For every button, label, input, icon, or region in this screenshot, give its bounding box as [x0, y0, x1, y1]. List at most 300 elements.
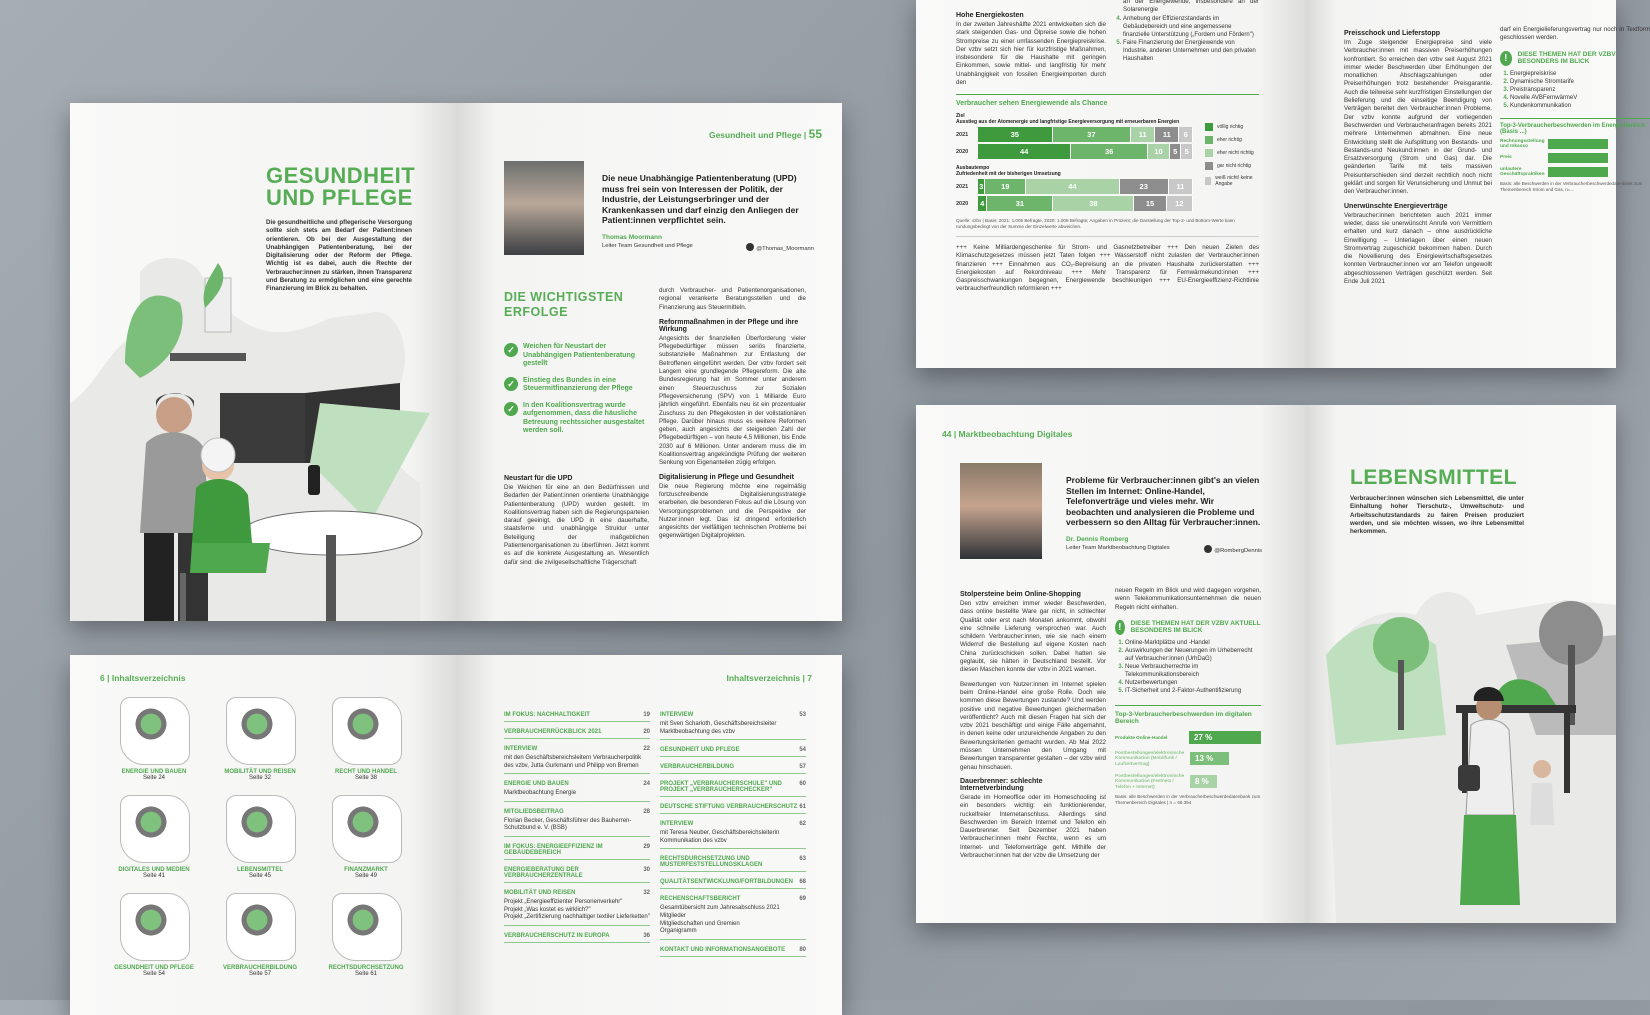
toc-tile-label: ENERGIE UND BAUEN: [121, 769, 187, 775]
bar-value-label: 11: [1138, 130, 1147, 139]
chart-sub2b: Zufriedenheit mit der bisherigen Umsetzung: [956, 171, 1061, 177]
twitter-handle[interactable]: [1204, 545, 1262, 554]
toc-tile-caption[interactable]: [99, 867, 209, 879]
toc-tile-illustration[interactable]: [332, 697, 402, 765]
toc-entry[interactable]: [660, 710, 806, 721]
toc-entry-page: 60: [799, 781, 806, 788]
bar-value-label: 37: [1087, 130, 1096, 139]
top3-label: Produkte Online-Handel: [1115, 734, 1168, 740]
author-name: Thomas Moormann: [602, 233, 662, 241]
toc-tile-page: Seite 41: [142, 873, 166, 879]
toc-tile-page: Seite 38: [354, 775, 378, 781]
toc-entry[interactable]: [504, 842, 650, 860]
toc-entry[interactable]: [504, 710, 650, 722]
toc-tile-caption[interactable]: [311, 965, 421, 977]
toc-entry[interactable]: [504, 744, 650, 755]
twitter-icon: [1204, 545, 1212, 553]
top3-label: Postbestellungen/elektronische Kommunikation (Mobilfunk / Laufzeitvertrag): [1115, 749, 1185, 767]
legend-label: gar nicht richtig: [1216, 163, 1251, 169]
column-info: [1115, 587, 1261, 806]
edge-category-row: [1500, 167, 1650, 177]
top3-value: 13 %: [1195, 753, 1214, 763]
toc-tile-page: Seite 61: [354, 971, 378, 977]
page-energy-left: [916, 0, 1306, 368]
list-item: 2. Auswirkungen der Neuerungen im Urheberrecht auf Verbraucher:innen (UrhDaG): [1125, 647, 1261, 663]
toc-entry-label: IM FOKUS: ENERGIEEFFIZIENZ IM GEBÄUDEBEREICH: [504, 843, 603, 856]
legend-label: eher richtig: [1216, 137, 1242, 143]
toc-entry[interactable]: [660, 854, 806, 872]
toc-entry-label: ENERGIE UND BAUEN: [504, 781, 569, 788]
twitter-label: @RombergDennis: [1214, 547, 1262, 554]
toc-entry-label: MOBILITÄT UND REISEN: [504, 889, 576, 896]
toc-tile-caption[interactable]: [311, 867, 421, 879]
running-head: 44 | Marktbeobachtung Digitales: [942, 429, 1073, 439]
toc-entry-label: IM FOKUS: NACHHALTIGKEIT: [504, 712, 590, 718]
toc-tile-page: Seite 49: [354, 873, 378, 879]
author-photo: [960, 463, 1042, 559]
care-illustration: [70, 103, 456, 621]
quote-text: Probleme für Verbraucher:innen gibt's an vielen Stellen im Internet: Online-Handel, Telefonverträge und vieles mehr. Wir beobachten und analysieren die Probleme und verbessern so den Alltag für Verbraucher:innen.: [1066, 475, 1261, 527]
toc-entry-label: GESUNDHEIT UND PFLEGE: [660, 747, 740, 754]
toc-tile-illustration[interactable]: [226, 697, 296, 765]
page-energy-right: [1306, 0, 1650, 368]
edge-category-label: Preis: [1500, 155, 1512, 161]
edge-category-bar: [1548, 167, 1608, 177]
bar-segment: [1169, 179, 1193, 194]
toc-entry[interactable]: [660, 802, 806, 814]
toc-tile-illustration[interactable]: [226, 795, 296, 863]
page-toc-left: [70, 655, 456, 1015]
bar-segment: [985, 179, 1026, 194]
edge-category-row: [1500, 139, 1650, 149]
legend-label: weiß nicht/ keine Angabe: [1215, 175, 1253, 187]
bar-segment: [978, 196, 987, 211]
info-icon: !: [1500, 51, 1512, 66]
list-item: 3. Neue Verbraucherrechte im Telekommunikationsbereich: [1125, 663, 1261, 679]
top3-value: 27 %: [1193, 732, 1213, 742]
success-item: [504, 402, 649, 436]
bar-segment: [1170, 144, 1182, 159]
legend-swatch: [1205, 149, 1213, 157]
bar-value-label: 38: [1089, 199, 1098, 208]
toc-tile-label: FINANZMARKT: [344, 867, 388, 873]
bar-row-year: 2021: [956, 131, 969, 138]
toc-tile-label: RECHT UND HANDEL: [335, 769, 397, 775]
heading-reform: Reformmaßnahmen in der Pflege und ihre Wirkung: [659, 318, 799, 333]
running-head-right: Inhaltsverzeichnis | 7: [726, 673, 812, 683]
bar-segment: [1131, 127, 1155, 142]
bar-segment: [978, 127, 1053, 142]
success-label: Weichen für Neustart der Unabhängigen Patientenberatung gestellt: [523, 343, 636, 367]
edge-topic-list: [1500, 70, 1650, 110]
bar-segment: [1179, 127, 1193, 142]
top3-bars: [1115, 731, 1261, 790]
bar-value-label: 11: [1162, 130, 1171, 139]
toc-entry-page: 62: [799, 821, 806, 828]
legend-label: völlig richtig: [1216, 124, 1244, 130]
toc-entry-page: 54: [799, 747, 806, 754]
top3-row: [1115, 731, 1261, 744]
text-price: Im Zuge steigender Energiepreise sind viele Verbraucher:innen mit massiven Preiserhöhungen konfrontiert. So erreichen den vzbv seit August 2021 immer wieder Beschwerden über Erhöhungen der monatlichen Abschlagszahlungen oder Preiserhöhungen trotz bestehender Preisgarantie. Auch die teilweise sehr kurzfristigen Einstellungen der Belieferung und die einseitige Beendigung von Verträgen bereitet den Verbraucher:innen Probleme. Der vzbv konnte aufgrund der vorliegenden Beschwerden und Verbraucheranfragen bereits 2021 mehrere Unternehmen abmahnen. Eine neue Entwicklung stellt die Aufsplittung von Bestands- und Bestands-und Neukund:innen in der Grund- und Ersatzversorgung (Strom und Gas) dar. Die geänderten Tarife mit teils massiven Preisunterschieden sind derzeit rechtlich noch nicht geklärt und sorgen für Verunsicherung und Unmut bei den Verbraucher:innen.: [1344, 39, 1492, 196]
legend-label: eher nicht richtig: [1216, 150, 1254, 156]
info-heading: [1115, 620, 1261, 635]
toc-entry-label: RECHENSCHAFTSBERICHT: [660, 896, 741, 903]
author-photo: [504, 161, 584, 255]
top3-row: [1115, 773, 1261, 790]
toc-entry-label: VERBRAUCHERBILDUNG: [660, 764, 735, 771]
text-rules: neuen Regeln im Blick und wird dagegen vorgehen, wenn Telekommunikationsunternehmen die neuen Regeln nicht einhalten.: [1115, 587, 1261, 611]
top3-bar: [1190, 775, 1217, 788]
intro-text: Verbraucher:innen wünschen sich Lebensmittel, die unter Einhaltung hoher Tierschutz-, Umweltschutz- und Arbeitsschutzstandards zu fairen Preisen produziert werden, und sie möchten wissen, wo ihre Lebensmittel herkommen.: [1350, 495, 1524, 536]
spread-digital: [916, 405, 1616, 923]
bar-value-label: 5: [1184, 147, 1189, 156]
spread-energy: [916, 0, 1650, 368]
toc-tile-illustration[interactable]: [120, 697, 190, 765]
successes-list: [504, 335, 649, 444]
toc-tile-illustration[interactable]: [332, 893, 402, 961]
chart-sub1b: Ausstieg aus der Atomenergie und langfristige Energieversorgung mit erneuerbaren Energien: [956, 119, 1180, 125]
bar-segment: [1053, 196, 1134, 211]
page-title: LEBENSMITTEL: [1350, 466, 1517, 489]
bar-value-label: 10: [1154, 147, 1163, 156]
toc-entry-page: 63: [799, 856, 806, 863]
toc-entry[interactable]: [504, 931, 650, 943]
author-role: Leiter Team Gesundheit und Pflege: [602, 242, 693, 249]
chart-title: Verbraucher sehen Energiewende als Chance: [956, 100, 1108, 107]
edge-text: darf ein Energielieferungsvertrag nur noch in Textform geschlossen werden.: [1500, 26, 1650, 42]
toc-tile-caption[interactable]: [205, 867, 315, 879]
chart-sub1: Ziel: [956, 113, 965, 119]
success-item: [504, 377, 649, 394]
bar-value-label: 6: [1183, 130, 1188, 139]
toc-entry-label: INTERVIEW: [504, 746, 538, 752]
list-item: 5. IT-Sicherheit und 2-Faktor-Authentifizierung: [1125, 687, 1261, 695]
edge-category-bar: [1548, 139, 1608, 149]
page-number: 55: [808, 127, 822, 141]
page-title: GESUNDHEIT UND PFLEGE: [266, 163, 416, 210]
top3-basis: Basis: alle Beschwerden in der Verbraucherbeschwerdedatenbank zum Themenbereich Digitales | n = 66.354: [1115, 794, 1261, 806]
running-head-left: 6 | Inhaltsverzeichnis: [100, 673, 186, 683]
toc-tile-page: Seite 54: [142, 971, 166, 977]
toc-tile-caption[interactable]: [205, 769, 315, 781]
info-label: DIESE THEMEN HAT DER VZBV AKTUELL BESONDERS IM BLICK: [1130, 620, 1261, 635]
page-digital-left: [916, 405, 1306, 923]
toc-tile-illustration[interactable]: [120, 795, 190, 863]
twitter-handle[interactable]: [746, 243, 814, 252]
toc-entry-label: QUALITÄTSENTWICKLUNG/FORTBILDUNGEN: [660, 879, 793, 886]
toc-entry[interactable]: [504, 779, 650, 790]
bar-value-label: 23: [1139, 182, 1148, 191]
toc-entry[interactable]: [504, 865, 650, 883]
bar-value-label: 44: [1020, 147, 1029, 156]
bar-segment: [1071, 144, 1148, 159]
toc-entry[interactable]: [504, 807, 650, 818]
toc-tile-illustration[interactable]: [120, 893, 190, 961]
column-reform: [659, 287, 806, 541]
toc-entry-label: PROJEKT „VERBRAUCHERSCHULE" UND PROJEKT „VERBRAUCHERCHECKER": [660, 781, 782, 794]
list-item: 2. Dynamische Stromtarife: [1510, 78, 1650, 86]
intro-text: Die gesundheitliche und pflegerische Versorgung sollte sich stets am Bedarf der Patient:innen orientieren. Ob bei der Ausgestaltung der Unabhängigen Patientenberatung, bei der Digitalisierung oder der Reform der Pflege. Wichtig ist es dabei, auch die Rechte der Verbraucher:innen zu stärken, ihnen Transparenz und Beratung zu ermöglichen und eine gerechte Finanzierung im Blick zu behalten.: [266, 219, 412, 293]
text-shopping: Den vzbv erreichen immer wieder Beschwerden, dass online bestellte Ware gar nicht, in schlechter Qualität oder erst nach Monaten ankommt, obwohl eine schnelle Lieferung versprochen war. Auch schildern Verbraucher:innen, wie sie nach einem Widerruf die Bestellung auf eigene Kosten nach China zurückschicken sollen. Dabei hatten sie geglaubt, sie hätten in Deutschland bestellt. Vor diesen Maschen konnte der vzbv in 2021 warnen.: [960, 600, 1106, 674]
bar-group-goal: [956, 127, 1193, 159]
bar-value-label: 3: [979, 182, 984, 191]
toc-entry-sub: Projekt „Energieeffizienter Personenverkehr" Projekt „Was kostet es wirklich?" Projekt „Zertifizierung nachhaltiger textiler Lieferketten": [504, 899, 650, 926]
toc-entry-sub: Marktbeobachtung Energie: [504, 790, 650, 802]
top3-row: [1115, 750, 1261, 767]
toc-entry-page: 69: [799, 896, 806, 903]
column-price: [1344, 26, 1492, 286]
heading-shopping: Stolpersteine beim Online-Shopping: [960, 591, 1081, 598]
text-internet: Gerade im Homeoffice oder im Homeschooling ist ein besonders wichtig: ein funktionierender, ruckelfreier Internetanschluss. Allerdings sind Beschwerden im Bereich Internet und Telefon ein Dauerbrenner. Seit Dezember 2021 haben Verbraucher:innen mehr Rechte, wenn es um Internet- und Telefonverträge geht. Mithilfe der Verbraucher:innen hat der vzbv die Umsetzung der: [960, 793, 1106, 860]
toc-entry-label: KONTAKT UND INFORMATIONSANGEBOTE: [660, 946, 786, 953]
toc-entry-page: 32: [643, 889, 650, 896]
success-label: Einstieg des Bundes in eine Steuermitfinanzierung der Pflege: [523, 376, 633, 392]
author-name: Dr. Dennis Romberg: [1066, 535, 1129, 543]
toc-tile-page: Seite 45: [248, 873, 272, 879]
chart: [956, 94, 1259, 294]
bar-row: [956, 144, 1193, 159]
toc-entry[interactable]: [660, 894, 806, 905]
edge-info-heading: [1500, 51, 1650, 66]
edge-info-label: DIESE THEMEN HAT DER VZBV BESONDERS IM BLICK: [1517, 51, 1616, 66]
list-item: 1. Online-Marktplätze und -Handel: [1125, 639, 1261, 647]
toc-entry-label: VERBRAUCHERRÜCKBLICK 2021: [504, 729, 602, 735]
bar-value-label: 31: [1015, 199, 1025, 208]
legend-item: [1205, 136, 1259, 144]
legend-swatch: [1205, 162, 1213, 170]
bar-segment: [978, 144, 1071, 159]
toc-entry-label: MITGLIEDSBEITRAG: [504, 808, 564, 815]
twitter-label: @Thomas_Moormann: [756, 245, 814, 252]
success-label: In den Koalitionsvertrag wurde aufgenommen, dass die häusliche Betreuung rechtssicher ausgestaltet werden soll.: [523, 401, 645, 434]
chart-source: Quelle: vzbv | Basis: 2021: 1.005 Befragte, 2020: 1.008 Befragte; Angaben in Prozent; die Darstellung der Top-2- und Bottom-Werte kann rundungsbedingt von der Summe der Einzelwerte abweichen.: [956, 218, 1259, 237]
check-icon: ✓: [504, 402, 518, 416]
toc-entry-sub: mit den Geschäftsbereichsleitern Verbraucherpolitik des vzbv, Jutta Gurkmann und Philipp von Bremen: [504, 755, 650, 774]
toc-tile-caption[interactable]: [99, 769, 209, 781]
column-shopping: [960, 587, 1106, 860]
column-costs: [956, 8, 1106, 87]
heading-price: Preisschock und Lieferstopp: [1344, 30, 1441, 37]
text-digital: Die neue Regierung möchte eine regelmäßig fortzuschreibende Digitalisierungsstrategie erarbeiten, die besonderen Fokus auf die Lösung von Versorgungsproblemen und die Perspektive der Nutzer:innen legt. Das ist dringend erforderlich angesichts der vielfältigen technischen Probleme bei gegenwärtigen Digitalprojekten.: [659, 482, 806, 540]
list-item: 3. Preistransparenz: [1510, 86, 1650, 94]
quote-block: [602, 173, 814, 252]
toc-entry-page: 53: [799, 712, 806, 718]
edge-category-row: [1500, 153, 1650, 163]
toc-spacer: [504, 943, 650, 948]
edge-top3-title: Top-3-Verbraucherbeschwerden im Energiebereich (Basis ...): [1500, 118, 1650, 135]
toc-entry-sub: Gesamtübersicht zum Jahresabschluss 2021 Mitglieder Mitgliedschaften und Gremien Organigramm: [660, 905, 806, 939]
toc-tile-page: Seite 57: [248, 971, 272, 977]
heading-unwanted: Unerwünschte Energieverträge: [1344, 202, 1448, 210]
list-top: an der Energiewende, insbesondere an der Solarenergie: [1123, 0, 1259, 14]
bar-segment: [1134, 196, 1167, 211]
bar-row-year: 2020: [956, 200, 969, 207]
info-icon: !: [1115, 620, 1125, 635]
chart-legend: [1205, 123, 1259, 213]
market-illustration: [1306, 405, 1616, 923]
toc-entry-label: INTERVIEW: [660, 821, 694, 828]
top3-bar: [1190, 752, 1229, 765]
toc-entry-page: 57: [799, 764, 806, 771]
bar-value-label: 15: [1145, 199, 1155, 208]
list-item: 1. Energiepreiskrise: [1510, 70, 1650, 78]
toc-entry-page: 30: [643, 866, 650, 873]
top3-value: 8 %: [1195, 776, 1209, 786]
bar-row: [956, 196, 1193, 211]
running-head-label: Gesundheit und Pflege |: [708, 130, 807, 140]
toc-entry-page: 20: [643, 729, 650, 735]
page-health-right: [456, 103, 842, 621]
heading-costs: Hohe Energiekosten: [956, 12, 1024, 19]
spread-health: [70, 103, 842, 621]
list-item: 4. Nutzerbewertungen: [1125, 679, 1261, 687]
bar-segment: [1155, 127, 1179, 142]
author-role: Leiter Team Marktbeobachtung Digitales: [1066, 544, 1170, 551]
toc-tile-caption[interactable]: [99, 965, 209, 977]
heading-digital: Digitalisierung in Pflege und Gesundheit: [659, 473, 794, 481]
legend-item: [1205, 162, 1259, 170]
toc-entry[interactable]: [504, 727, 650, 739]
toc-column-2: [660, 710, 806, 962]
bar-value-label: 11: [1176, 182, 1185, 191]
text-col2: durch Verbraucher- und Patientenorganisationen, regional verankerte Beratungsstellen und die Finanzierung aus Steuermitteln.: [659, 287, 806, 311]
toc-entry-page: 29: [643, 843, 650, 850]
edge-basis: Basis: alle Beschwerden in der Verbraucherbeschwerdedatenbank zum Themenbereich Strom und Gas, n=...: [1500, 180, 1643, 192]
list-item: 5. Faire Finanzierung der Energiewende von Industrie, anderen Unternehmen und den privaten Haushalten: [1123, 39, 1259, 63]
bar-value-label: 12: [1175, 199, 1184, 208]
toc-entry-label: VERBRAUCHERSCHUTZ IN EUROPA: [504, 932, 610, 939]
column-edge: [1500, 26, 1650, 193]
toc-entry-page: 28: [643, 808, 650, 815]
toc-tile-illustration[interactable]: [226, 893, 296, 961]
toc-entry-page: 19: [643, 712, 650, 718]
page-toc-right: [456, 655, 842, 1015]
toc-entry[interactable]: [660, 945, 806, 957]
toc-entry-page: 22: [643, 746, 650, 752]
toc-entry-sub: mit Sven Scharioth, Geschäftsbereichsleiter Marktbeobachtung des vzbv: [660, 721, 806, 740]
topic-list: [1115, 639, 1261, 695]
bar-value-label: 5: [1173, 147, 1178, 156]
demand-list: [1113, 15, 1259, 63]
page-food-right: [1306, 405, 1616, 923]
success-item: [504, 343, 649, 369]
toc-tile-label: GESUNDHEIT UND PFLEGE: [114, 965, 194, 971]
toc-tile-caption[interactable]: [311, 769, 421, 781]
bar-value-label: 4: [980, 199, 985, 208]
toc-entry[interactable]: [660, 745, 806, 757]
chart-sub2: Ausbautempo: [956, 165, 990, 171]
page-health-left: [70, 103, 456, 621]
text-costs: In der zweiten Jahreshälfte 2021 entwickelten sich die stark steigenden Gas- und Ölpreise sowie die hohen Strompreise zu einer umfassenden Energiepreiskrise. Der vzbv setzt sich hier für kurzfristige Maßnahmen, insbesondere für die Haushalte mit geringen Einkommen, sowie mittel- und langfristig für mehr Unabhängigkeit von fossilen Energieimporten durch den: [956, 21, 1106, 87]
toc-entry-label: ENERGIEBERATUNG DER VERBRAUCHERZENTRALE: [504, 866, 583, 879]
list-item: 4. Novelle AVBFernwärmeV: [1510, 94, 1650, 102]
toc-entry-sub: mit Teresa Neuber, Geschäftsbereichsleiterin Kommunikation des vzbv: [660, 830, 806, 849]
check-icon: ✓: [504, 343, 518, 357]
toc-column-1: [504, 710, 650, 948]
toc-tile-label: DIGITALES UND MEDIEN: [118, 867, 190, 873]
top3-label: Postbestellungen/elektronische Kommunikation (Festnetz / Telefon + Internet): [1115, 772, 1185, 789]
toc-tile-caption[interactable]: [205, 965, 315, 977]
legend-swatch: [1205, 177, 1211, 185]
toc-spacer: [660, 957, 806, 962]
legend-item: [1205, 175, 1259, 187]
toc-tile-label: RECHTSDURCHSETZUNG: [328, 965, 404, 971]
toc-entry-label: RECHTSDURCHSETZUNG UND MUSTERFESTSTELLUNGSKLAGEN: [660, 856, 763, 869]
toc-entry-page: 24: [643, 781, 650, 788]
toc-entry[interactable]: [504, 888, 650, 899]
bar-value-label: 19: [1001, 182, 1010, 191]
list-item: 5. Kundenkommunikation: [1510, 102, 1650, 110]
bar-value-label: 44: [1068, 182, 1077, 191]
heading-internet: Dauerbrenner: schlechte Internetverbindung: [960, 777, 1043, 792]
toc-entry-label: DEUTSCHE STIFTUNG VERBRAUCHERSCHUTZ: [660, 804, 798, 811]
legend-item: [1205, 149, 1259, 157]
bar-segment: [1120, 179, 1169, 194]
legend-swatch: [1205, 123, 1213, 131]
toc-entry[interactable]: [660, 779, 806, 797]
bar-segment: [1148, 144, 1170, 159]
toc-entry-page: 36: [643, 932, 650, 939]
legend-item: [1205, 123, 1259, 131]
bar-segment: [1181, 144, 1193, 159]
column-upd: [504, 471, 649, 567]
edge-category-label: Rechnungsstellung und Inkasso: [1500, 138, 1545, 149]
edge-category-label: unlautere Geschäftspraktiken: [1500, 166, 1545, 177]
legend-swatch: [1205, 136, 1213, 144]
running-head: [709, 127, 822, 141]
heading-upd: Neustart für die UPD: [504, 475, 573, 482]
top3-bar: [1189, 731, 1261, 744]
quote-block: [1066, 475, 1262, 554]
toc-entry[interactable]: [660, 819, 806, 830]
toc-entry-sub: Florian Becker, Geschäftsführer des Bauherren-Schutzbund e. V. (BSB): [504, 818, 650, 837]
bar-row: [956, 179, 1193, 194]
bar-row-year: 2021: [956, 183, 969, 190]
successes-title: DIE WICHTIGSTEN ERFOLGE: [504, 290, 624, 319]
bar-segment: [987, 196, 1053, 211]
quote-text: Die neue Unabhängige Patientenberatung (UPD) muss frei sein von Interessen der Politik, der Industrie, der Leistungserbringer und der Krankenkassen und darf einzig den Anliegen der Patient:innen verpflichtet sein.: [602, 173, 799, 225]
toc-tile-label: VERBRAUCHERBILDUNG: [222, 965, 297, 971]
bar-row-year: 2020: [956, 148, 969, 155]
toc-entry[interactable]: [660, 762, 806, 774]
toc-tile-illustration[interactable]: [332, 795, 402, 863]
edge-category-bar: [1548, 153, 1608, 163]
text-unwanted: Verbraucher:innen berichteten auch 2021 immer wieder, dass sie unerwünscht Anrufe von Vermittlern erhalten und kurz danach – ohne ausdrückliche Einwilligung – Unterlagen über einen neuen Stromvertrag zugeschickt bekommen haben. Durch die Novellierung des Energiewirtschaftsgesetzes konnten Verbraucher:innen vor am Telefon ungewollt abgeschlossenen Verträgen geschützt werden. Seit Ende Juli 2021: [1344, 211, 1492, 286]
edge-categories: [1500, 139, 1650, 177]
bar-segment: [1053, 127, 1132, 142]
bar-segment: [1167, 196, 1193, 211]
bar-value-label: 36: [1105, 147, 1114, 156]
news-ticker: +++ Keine Milliardengeschenke für Strom- und Gasnetzbetreiber +++ Den neuen Zielen des Klimaschutzgesetzes müssen jetzt Taten folgen +++ Wasserstoff nicht zulasten der Verbraucher:innen finanzieren +++ Einnahmen aus CO₂-Bepreisung an die privaten Haushalte zurückerstatten +++ Energiekosten auf Rekordniveau +++ Mehr Transparenz für Fernwärmekund:innen +++ Gaspreisschwankungen begegnen, Energiewende beschleunigen +++ EU-Energieeffizienz-Richtlinie verbraucherfreundlich reformieren +++: [956, 244, 1259, 293]
toc-entry-page: 61: [799, 804, 806, 811]
toc-entry[interactable]: [660, 877, 806, 889]
text-reviews: Bewertungen von Nutzer:innen im Internet spielen beim Online-Handel eine große Rolle. Doch wie kommen diese Bewertungen zustande? Und werden positive und negative Bewertungen gleichermaßen veröffentlicht? Auch mit diesen Fragen hat sich der vzbv 2021 beschäftigt und einige Fälle abgemahnt, in denen keine oder unzureichende Angaben zu den Bewertungskriterien gemacht wurden. Ab Mai 2022 müssen Unternehmen den Umgang mit Bewertungen transparenter gestalten – der vzbv wird genau hinschauen.: [960, 680, 1106, 771]
text-reform: Angesichts der finanziellen Überforderung vieler Pflegebedürftiger müssen seriös finanzierte, substanzielle Maßnahmen zur Entlastung der Betroffenen eingeführt werden. Der vzbv fordert seit Langem eine grundlegende Pflegereform. Die alte Bundesregierung hat im Sommer unter anderem einen Steuerzuschuss zur Sozialen Pflegeversicherung (SPV) von 1 Milliarde Euro jährlich eingeführt. Ebenfalls neu ist ein prozentualer Zuschuss zu den Pflegekosten in der vollstationären Pflege. Darüber hinaus muss es weitere Reformen geben, auch angesichts der steigenden Zahl der Pflegebedürftigen – von heute 4,5 Millionen, bis Ende 2030 auf 6 Millionen. Unter anderem muss die im Koalitionsvertrag angekündigte Prüfung der weiteren Senkung von Eigenanteilen zügig erfolgen.: [659, 334, 806, 467]
spread-toc: [70, 655, 842, 1015]
check-icon: ✓: [504, 377, 518, 391]
toc-tile-label: LEBENSMITTEL: [237, 867, 283, 873]
toc-tile-page: Seite 32: [248, 775, 272, 781]
toc-entry-label: INTERVIEW: [660, 712, 694, 718]
bar-row: [956, 127, 1193, 142]
column-list: [1113, 0, 1259, 63]
toc-tile-label: MOBILITÄT UND REISEN: [224, 769, 296, 775]
bar-segment: [1026, 179, 1119, 194]
bar-value-label: 35: [1010, 130, 1019, 139]
bar-segment: [978, 179, 985, 194]
toc-entry-page: 80: [799, 946, 806, 953]
toc-tile-page: Seite 24: [142, 775, 166, 781]
